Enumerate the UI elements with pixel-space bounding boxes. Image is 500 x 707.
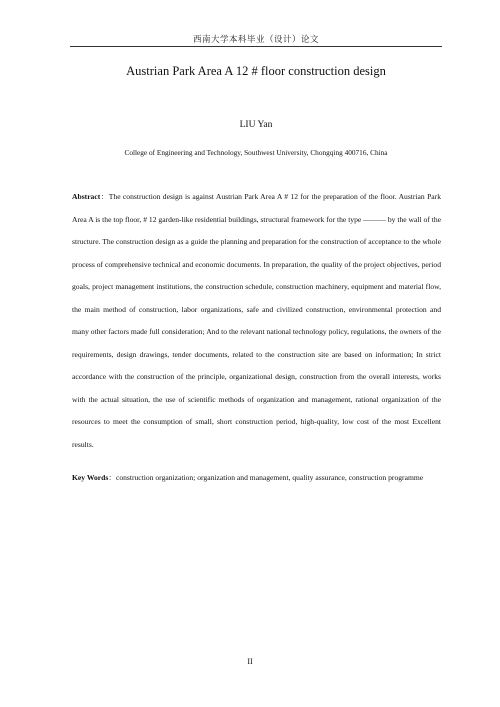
keywords-paragraph bbox=[72, 468, 441, 488]
abstract-text: The construction design is against Austrian Park Area A # 12 for the preparation of the floor. Austrian Park Area A is the top floor, # 12 garden-like residential buildings, structural framework for the type ――― by the wall of the structure. The construction design as a guide the planning and preparation for the construction of acceptance to the whole process of comprehensive technical and economic documents. In preparation, the quality of the project objectives, period goals, project management institutions, the construction schedule, construction machinery, equipment and material flow, the main method of construction, labor organizations, safe and civilized construction, environmental protection and many other factors made full consideration; And to the relevant national technology policy, regulations, the owners of the requirements, design drawings, tender documents, related to the construction site are based on information; In strict accordance with the construction of the principle, organizational design, construction from the overall interests, works with the actual situation, the use of scientific methods of organization and management, rational organization of the resources to meet the consumption of small, short construction period, high-quality, low cost of the most Excellent results. bbox=[72, 192, 441, 449]
keywords-label: Key Words bbox=[72, 473, 109, 482]
keywords-text: construction organization; organization and management, quality assurance, construction programme bbox=[115, 473, 424, 482]
author-name: LIU Yan bbox=[239, 120, 273, 130]
page-number: II bbox=[247, 657, 253, 666]
header-rule bbox=[70, 46, 442, 47]
abstract-paragraph bbox=[72, 186, 441, 456]
author-affiliation: College of Engineering and Technology, Southwest University, Chongqing 400716, China bbox=[124, 148, 388, 157]
abstract-label: Abstract bbox=[72, 192, 101, 201]
abstract-separator: ： bbox=[100, 192, 109, 201]
paper-title: Austrian Park Area A 12 # floor construction design bbox=[126, 64, 386, 78]
running-header: 西南大学本科毕业（设计）论文 bbox=[192, 34, 319, 44]
keywords-separator: ： bbox=[108, 473, 116, 482]
